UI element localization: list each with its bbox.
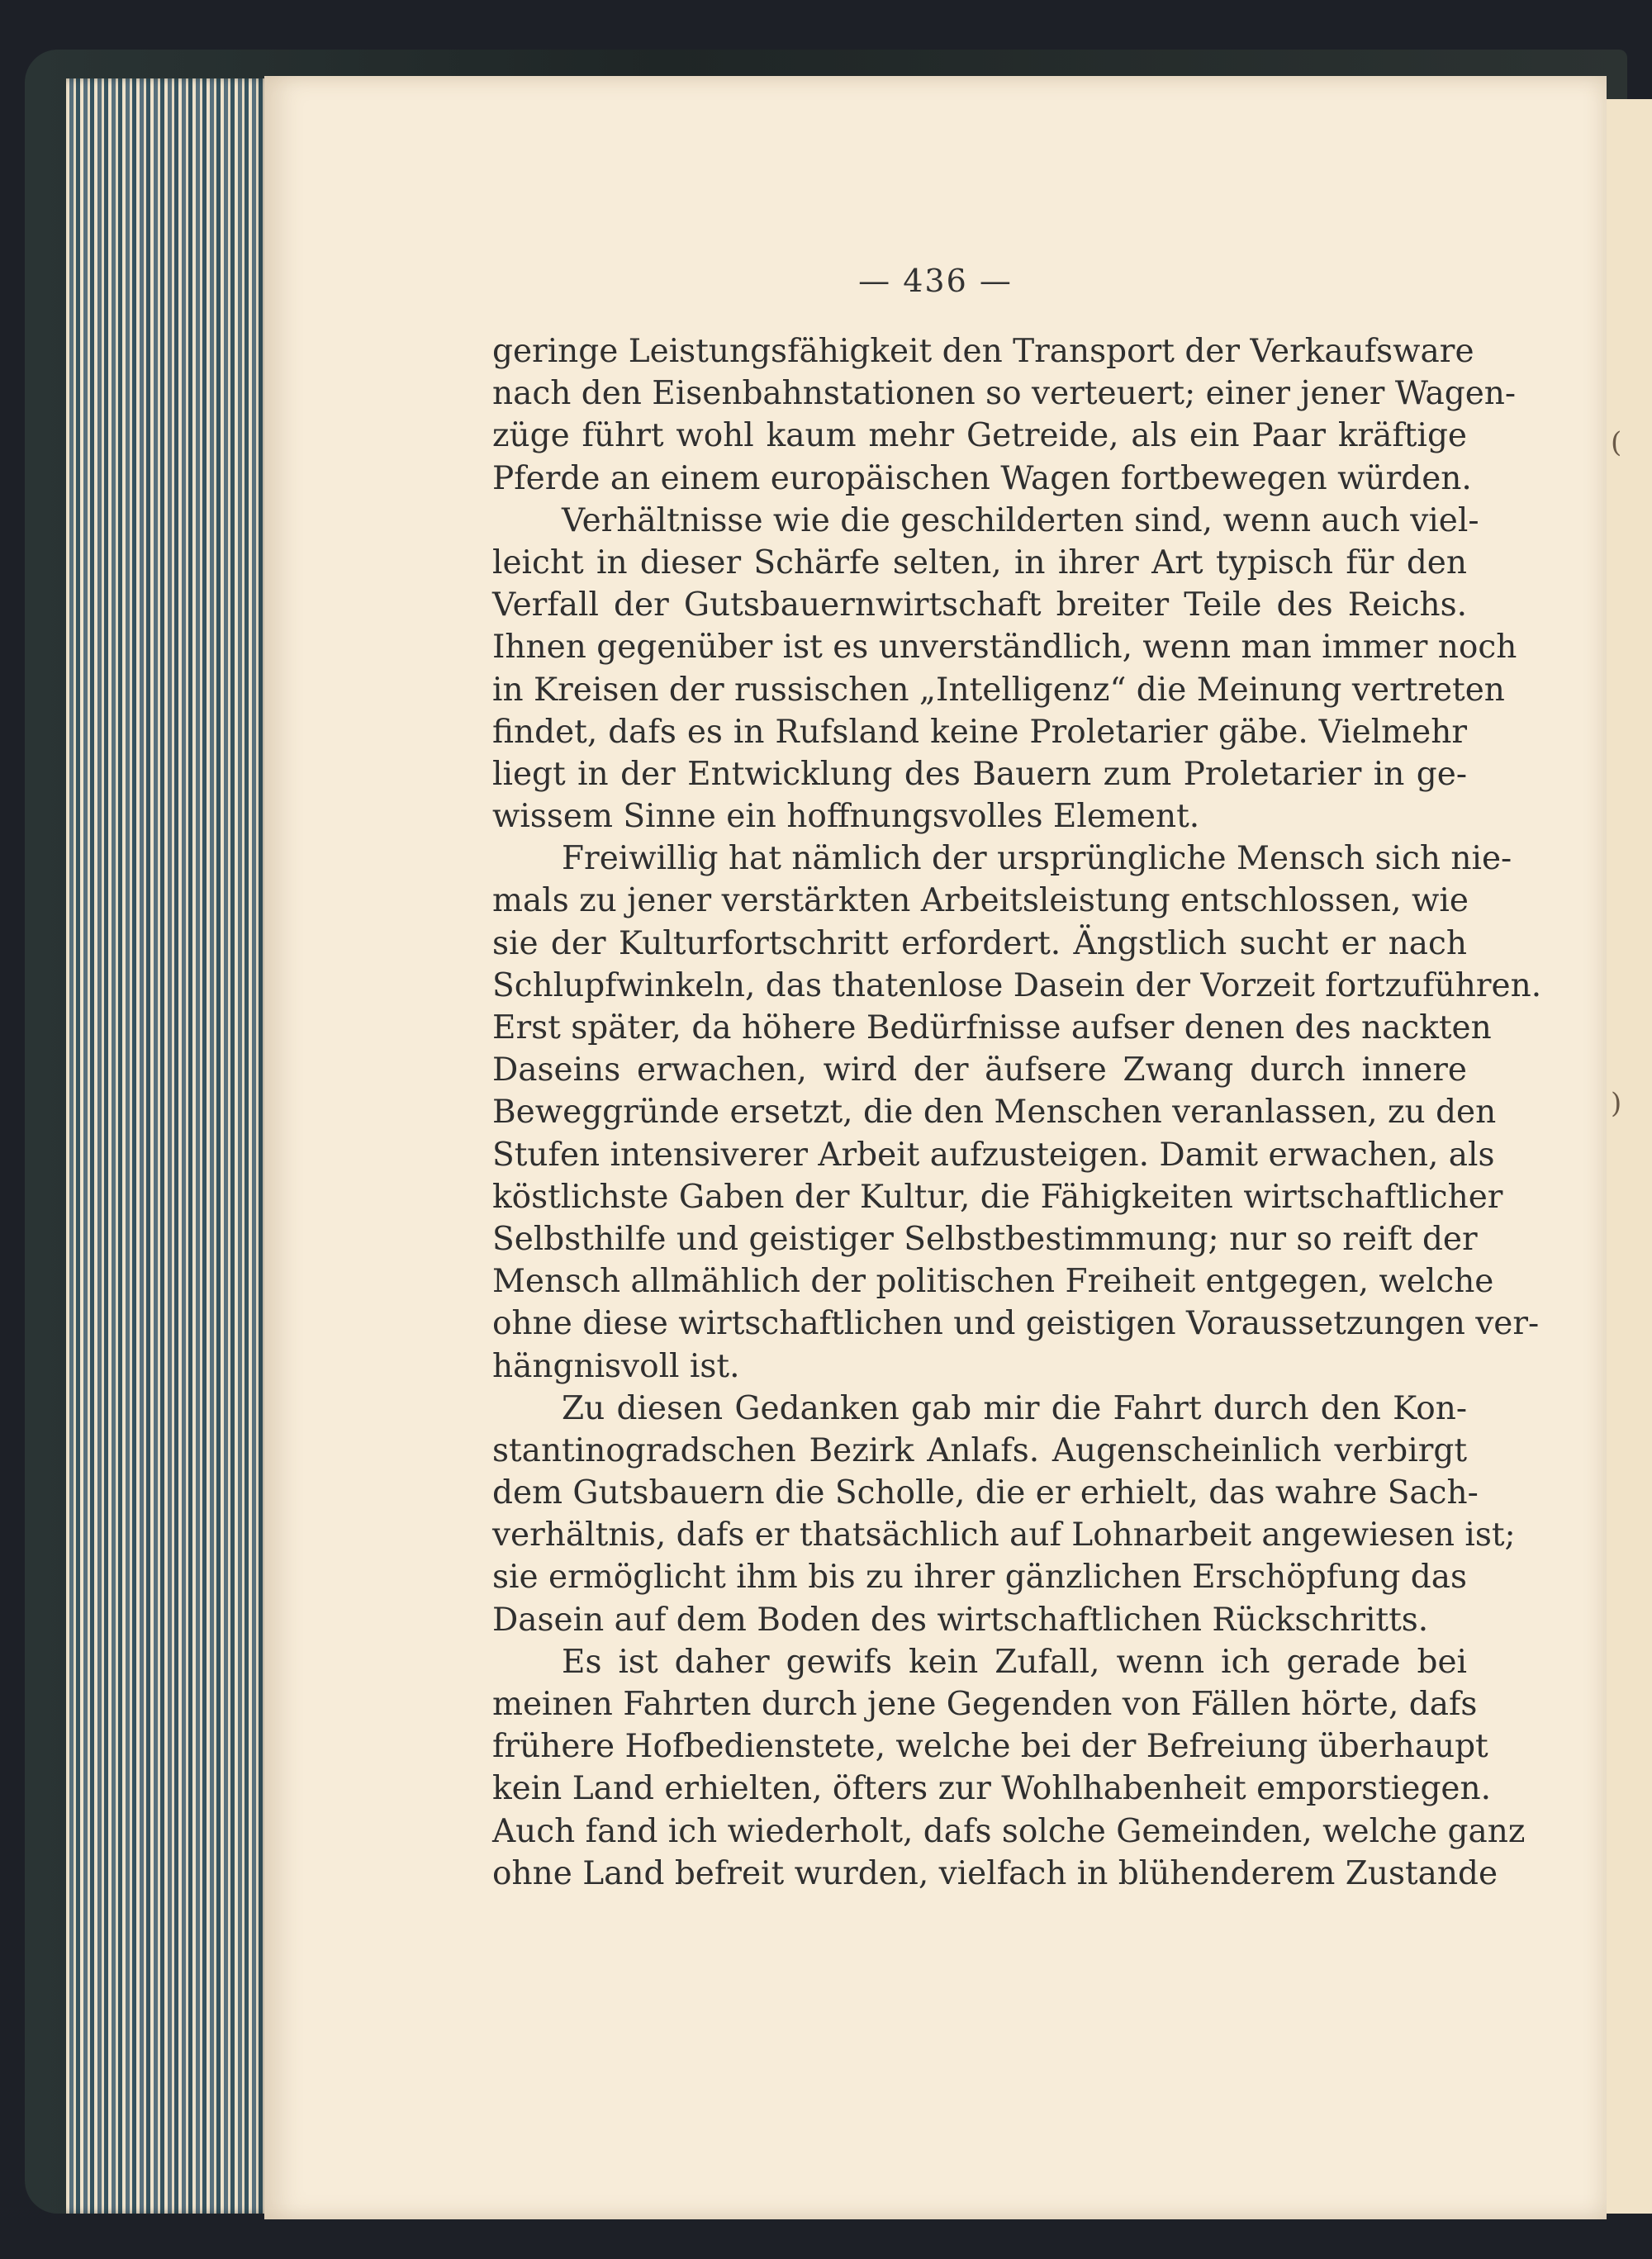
text-line: findet, dafs es in Rufsland keine Proletarier gäbe. Vielmehr <box>492 713 1467 751</box>
text-line: Freiwillig hat nämlich der ursprüngliche Mensch sich nie- <box>562 840 1512 878</box>
text-line: leicht in dieser Schärfe selten, in ihrer Art typisch für den <box>492 543 1467 581</box>
text-line: Ihnen gegenüber ist es unverständlich, wenn man immer noch <box>492 629 1517 667</box>
text-line: Beweggründe ersetzt, die den Menschen veranlassen, zu den <box>492 1094 1497 1132</box>
text-line: Auch fand ich wiederholt, dafs solche Gemeinden, welche ganz <box>492 1812 1526 1850</box>
text-line: ohne Land befreit wurden, vielfach in blühenderem Zustande <box>492 1854 1498 1892</box>
text-line: köstlichste Gaben der Kultur, die Fähigkeiten wirtschaftlicher <box>492 1178 1503 1216</box>
text-line: verhältnis, dafs er thatsächlich auf Lohnarbeit angewiesen ist; <box>492 1516 1516 1554</box>
text-line: Selbsthilfe und geistiger Selbstbestimmung; nur so reift der <box>492 1220 1478 1258</box>
text-line: geringe Leistungsfähigkeit den Transport der Verkaufsware <box>492 333 1474 370</box>
text-line: Es ist daher gewifs kein Zufall, wenn ich gerade bei <box>562 1643 1467 1681</box>
text-line: züge führt wohl kaum mehr Getreide, als ein Paar kräftige <box>492 417 1467 455</box>
text-line: liegt in der Entwicklung des Bauern zum Proletarier in ge- <box>492 755 1467 793</box>
text-line: Schlupfwinkeln, das thatenlose Dasein der Vorzeit fortzuführen. <box>492 966 1542 1004</box>
next-page-edge <box>1602 99 1652 2214</box>
page-number: — 436 — <box>858 263 1013 299</box>
text-line: meinen Fahrten durch jene Gegenden von Fällen hörte, dafs <box>492 1686 1478 1723</box>
text-line: sie der Kulturfortschritt erfordert. Ängstlich sucht er nach <box>492 924 1467 962</box>
text-line: hängnisvoll ist. <box>492 1347 740 1385</box>
page-body-text <box>492 330 1542 1895</box>
text-line: Dasein auf dem Boden des wirtschaftlichen Rückschritts. <box>492 1601 1429 1639</box>
text-line: kein Land erhielten, öfters zur Wohlhabenheit emporstiegen. <box>492 1770 1492 1808</box>
next-page-show-through: ( ) <box>1611 426 1622 1120</box>
text-line: in Kreisen der russischen „Intelligenz“ die Meinung vertreten <box>492 671 1505 709</box>
text-line: dem Gutsbauern die Scholle, die er erhielt, das wahre Sach- <box>492 1474 1479 1512</box>
text-line: nach den Eisenbahnstationen so verteuert; einer jener Wagen- <box>492 375 1517 413</box>
text-line: wissem Sinne ein hoffnungsvolles Element. <box>492 798 1200 836</box>
text-line: Daseins erwachen, wird der äufsere Zwang durch innere <box>492 1051 1467 1089</box>
text-line: Stufen intensiverer Arbeit aufzusteigen. Damit erwachen, als <box>492 1136 1495 1174</box>
page-edges <box>66 78 268 2214</box>
text-line: stantinogradschen Bezirk Anlafs. Augenscheinlich verbirgt <box>492 1431 1467 1469</box>
text-line: Pferde an einem europäischen Wagen fortbewegen würden. <box>492 459 1472 497</box>
text-line: frühere Hofbedienstete, welche bei der Befreiung überhaupt <box>492 1728 1488 1766</box>
text-line: Erst später, da höhere Bedürfnisse aufser denen des nackten <box>492 1009 1492 1046</box>
text-line: Mensch allmählich der politischen Freiheit entgegen, welche <box>492 1263 1494 1301</box>
text-line: Zu diesen Gedanken gab mir die Fahrt durch den Kon- <box>562 1389 1467 1427</box>
text-line: Verfall der Gutsbauernwirtschaft breiter Teile des Reichs. <box>492 586 1467 624</box>
text-line: mals zu jener verstärkten Arbeitsleistung entschlossen, wie <box>492 882 1469 920</box>
text-line: Verhältnisse wie die geschilderten sind, wenn auch viel- <box>562 501 1479 539</box>
text-line: ohne diese wirtschaftlichen und geistigen Voraussetzungen ver- <box>492 1305 1540 1343</box>
text-line: sie ermöglicht ihm bis zu ihrer gänzlichen Erschöpfung das <box>492 1559 1467 1597</box>
